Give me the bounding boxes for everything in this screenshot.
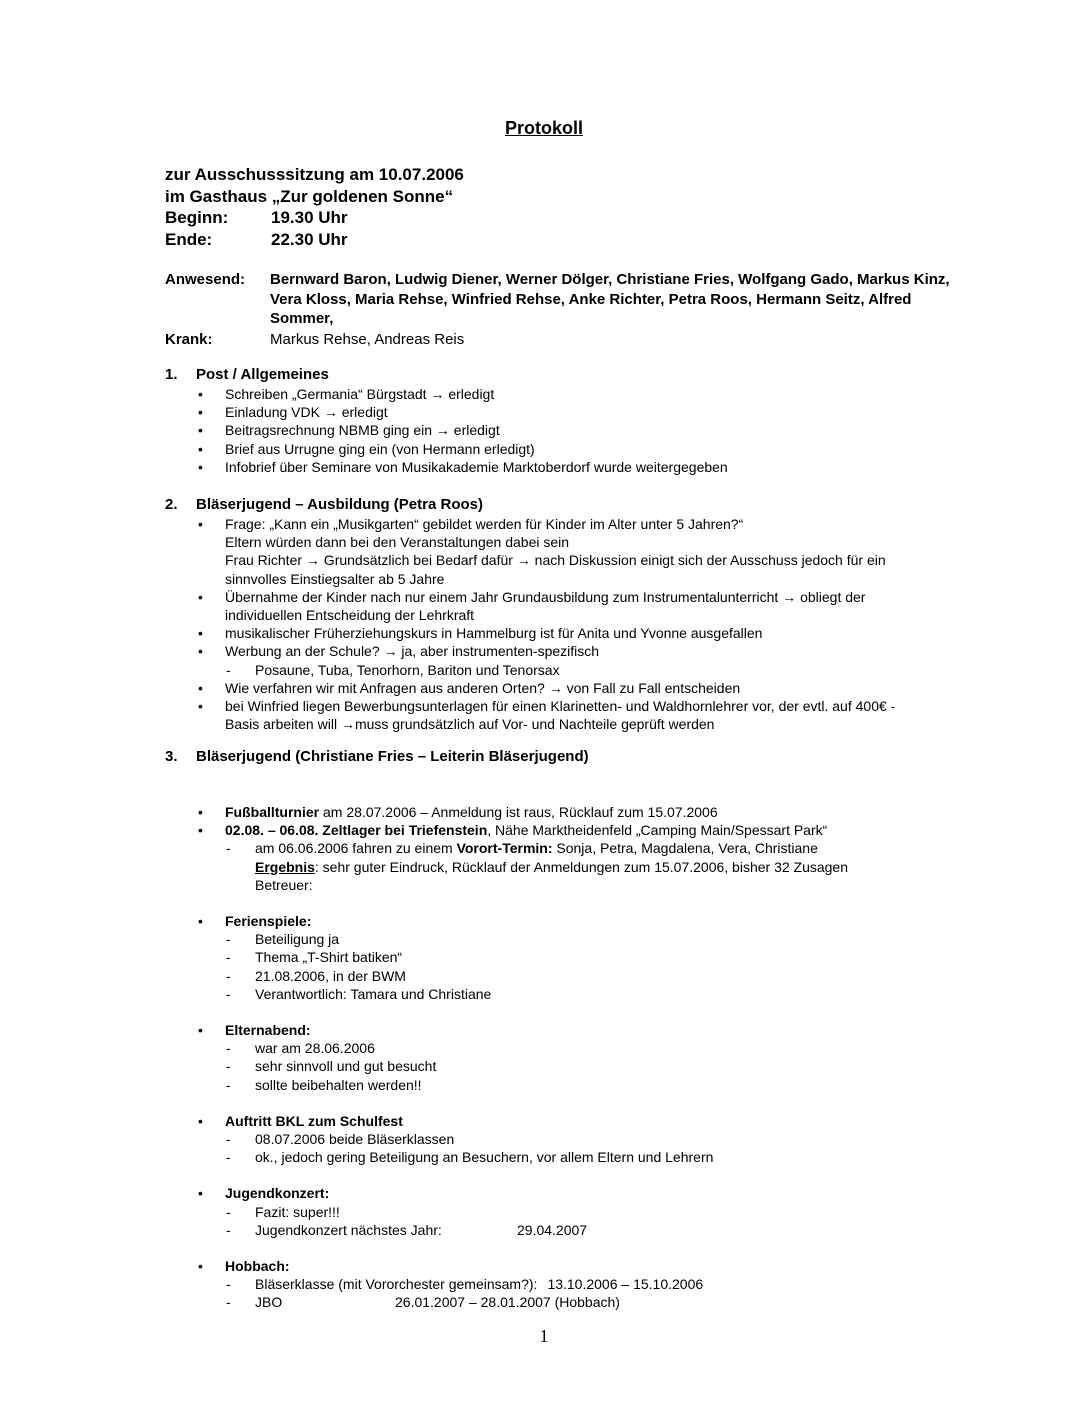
list-item: • Frage: „Kann ein „Musikgarten“ gebildet werden für Kinder im Alter unter 5 Jahren?“ Eltern würden dann bei den Veranstaltungen dabei sein Frau Richter → Grundsätzlich bei Bedarf dafür → nach Diskussion einigt sich der Ausschuss jedoch für ein sinnvolles Einstiegsalter ab 5 Jahre bbox=[165, 515, 925, 588]
sick-names: Markus Rehse, Andreas Reis bbox=[270, 330, 465, 348]
meeting-date: zur Ausschusssitzung am 10.07.2006 bbox=[165, 165, 464, 184]
sub-list-item: - am 06.06.2006 fahren zu einem Vorort-Termin: Sonja, Petra, Magdalena, Vera, Christiane bbox=[165, 839, 925, 857]
present-label: Anwesend: bbox=[165, 271, 246, 288]
sub-list-item: - 21.08.2006, in der BWM bbox=[165, 967, 925, 985]
list-item: • Infobrief über Seminare von Musikakademie Marktoberdorf wurde weitergegeben bbox=[165, 458, 925, 476]
sub-list bbox=[165, 661, 925, 679]
meeting-info bbox=[165, 164, 464, 250]
meeting-end: Ende: 22.30 Uhr bbox=[165, 229, 348, 249]
sub-list-item: - Fazit: super!!! bbox=[165, 1203, 925, 1221]
list-item: • Auftritt BKL zum Schulfest bbox=[165, 1112, 925, 1130]
sub-list-item: - Bläserklasse (mit Vororchester gemeinsam?): 13.10.2006 – 15.10.2006 bbox=[165, 1275, 925, 1293]
section-blaeserjugend bbox=[165, 747, 925, 767]
list-item: • Hobbach: bbox=[165, 1257, 925, 1275]
meeting-location: im Gasthaus „Zur goldenen Sonne“ bbox=[165, 186, 454, 206]
section-heading: 3. Bläserjugend (Christiane Fries – Leiterin Bläserjugend) bbox=[165, 748, 589, 765]
document-title: Protokoll bbox=[504, 118, 583, 138]
meeting-begin: Beginn: 19.30 Uhr bbox=[165, 208, 348, 227]
section-heading: 2. Bläserjugend – Ausbildung (Petra Roos) bbox=[165, 496, 483, 513]
section-ausbildung bbox=[165, 495, 925, 733]
section-blaeserjugend-body bbox=[165, 803, 925, 1312]
list-item: • Brief aus Urrugne ging ein (von Hermann erledigt) bbox=[165, 440, 925, 458]
section-list bbox=[165, 679, 925, 734]
list-item: • Jugendkonzert: bbox=[165, 1184, 925, 1202]
sick-label: Krank: bbox=[165, 330, 213, 348]
list-item: • 02.08. – 06.08. Zeltlager bei Triefenstein, Nähe Marktheidenfeld „Camping Main/Spessart Park“ bbox=[165, 821, 925, 839]
list-item: • Ferienspiele: bbox=[165, 912, 925, 930]
sub-list-item: - Jugendkonzert nächstes Jahr: 29.04.2007 bbox=[165, 1221, 925, 1239]
sub-list-item: - sollte beibehalten werden!! bbox=[165, 1076, 925, 1094]
present-names: Bernward Baron, Ludwig Diener, Werner Dölger, Christiane Fries, Wolfgang Gado, Markus Kinz, Vera Kloss, Maria Rehse, Winfried Rehse, Anke Richter, Petra Roos, Hermann Seitz, Alfred Sommer, bbox=[270, 271, 950, 327]
list-item: • Schreiben „Germania“ Bürgstadt → erledigt bbox=[165, 385, 925, 403]
list-item: • Fußballturnier am 28.07.2006 – Anmeldung ist raus, Rücklauf zum 15.07.2006 bbox=[165, 803, 925, 821]
sub-list-item: - Beteiligung ja bbox=[165, 930, 925, 948]
list-item: • musikalischer Früherziehungskurs in Hammelburg ist für Anita und Yvonne ausgefallen bbox=[165, 624, 925, 642]
section-post bbox=[165, 365, 925, 476]
list-item: • bei Winfried liegen Bewerbungsunterlagen für einen Klarinetten- und Waldhornlehrer vor, der evtl. auf 400€ - Basis arbeiten will →muss grundsätzlich auf Vor- und Nachteile geprüft werden bbox=[165, 697, 925, 733]
list-item: • Elternabend: bbox=[165, 1021, 925, 1039]
list-item: • Einladung VDK → erledigt bbox=[165, 403, 925, 421]
list-item: • Werbung an der Schule? → ja, aber instrumenten-spezifisch bbox=[165, 642, 925, 660]
sub-list-item: - ok., jedoch gering Beteiligung an Besuchern, vor allem Eltern und Lehrern bbox=[165, 1148, 925, 1166]
list-item: • Übernahme der Kinder nach nur einem Jahr Grundausbildung zum Instrumentalunterricht → obliegt der individuellen Entscheidung der Lehrkraft bbox=[165, 588, 925, 624]
list-item: • Wie verfahren wir mit Anfragen aus anderen Orten? → von Fall zu Fall entscheiden bbox=[165, 679, 925, 697]
page-number: 1 bbox=[539, 1326, 549, 1346]
sub-list-item: - Verantwortlich: Tamara und Christiane bbox=[165, 985, 925, 1003]
sub-list-item: - JBO 26.01.2007 – 28.01.2007 (Hobbach) bbox=[165, 1293, 925, 1311]
section-list bbox=[165, 515, 925, 661]
sub-list-item: - war am 28.06.2006 bbox=[165, 1039, 925, 1057]
list-item: • Beitragsrechnung NBMB ging ein → erledigt bbox=[165, 421, 925, 439]
sub-list-item: - 08.07.2006 beide Bläserklassen bbox=[165, 1130, 925, 1148]
sub-list-item: - Posaune, Tuba, Tenorhorn, Bariton und Tenorsax bbox=[165, 661, 925, 679]
section-heading: 1. Post / Allgemeines bbox=[165, 366, 329, 383]
betreuer-line: Betreuer: bbox=[255, 876, 313, 893]
sub-list-item: - Thema „T-Shirt batiken“ bbox=[165, 948, 925, 966]
attendance bbox=[165, 270, 965, 349]
result-line: Ergebnis: sehr guter Eindruck, Rücklauf der Anmeldungen zum 15.07.2006, bisher 32 Zusagen bbox=[255, 858, 849, 875]
section-list bbox=[165, 385, 925, 476]
sub-list-item: - sehr sinnvoll und gut besucht bbox=[165, 1057, 925, 1075]
